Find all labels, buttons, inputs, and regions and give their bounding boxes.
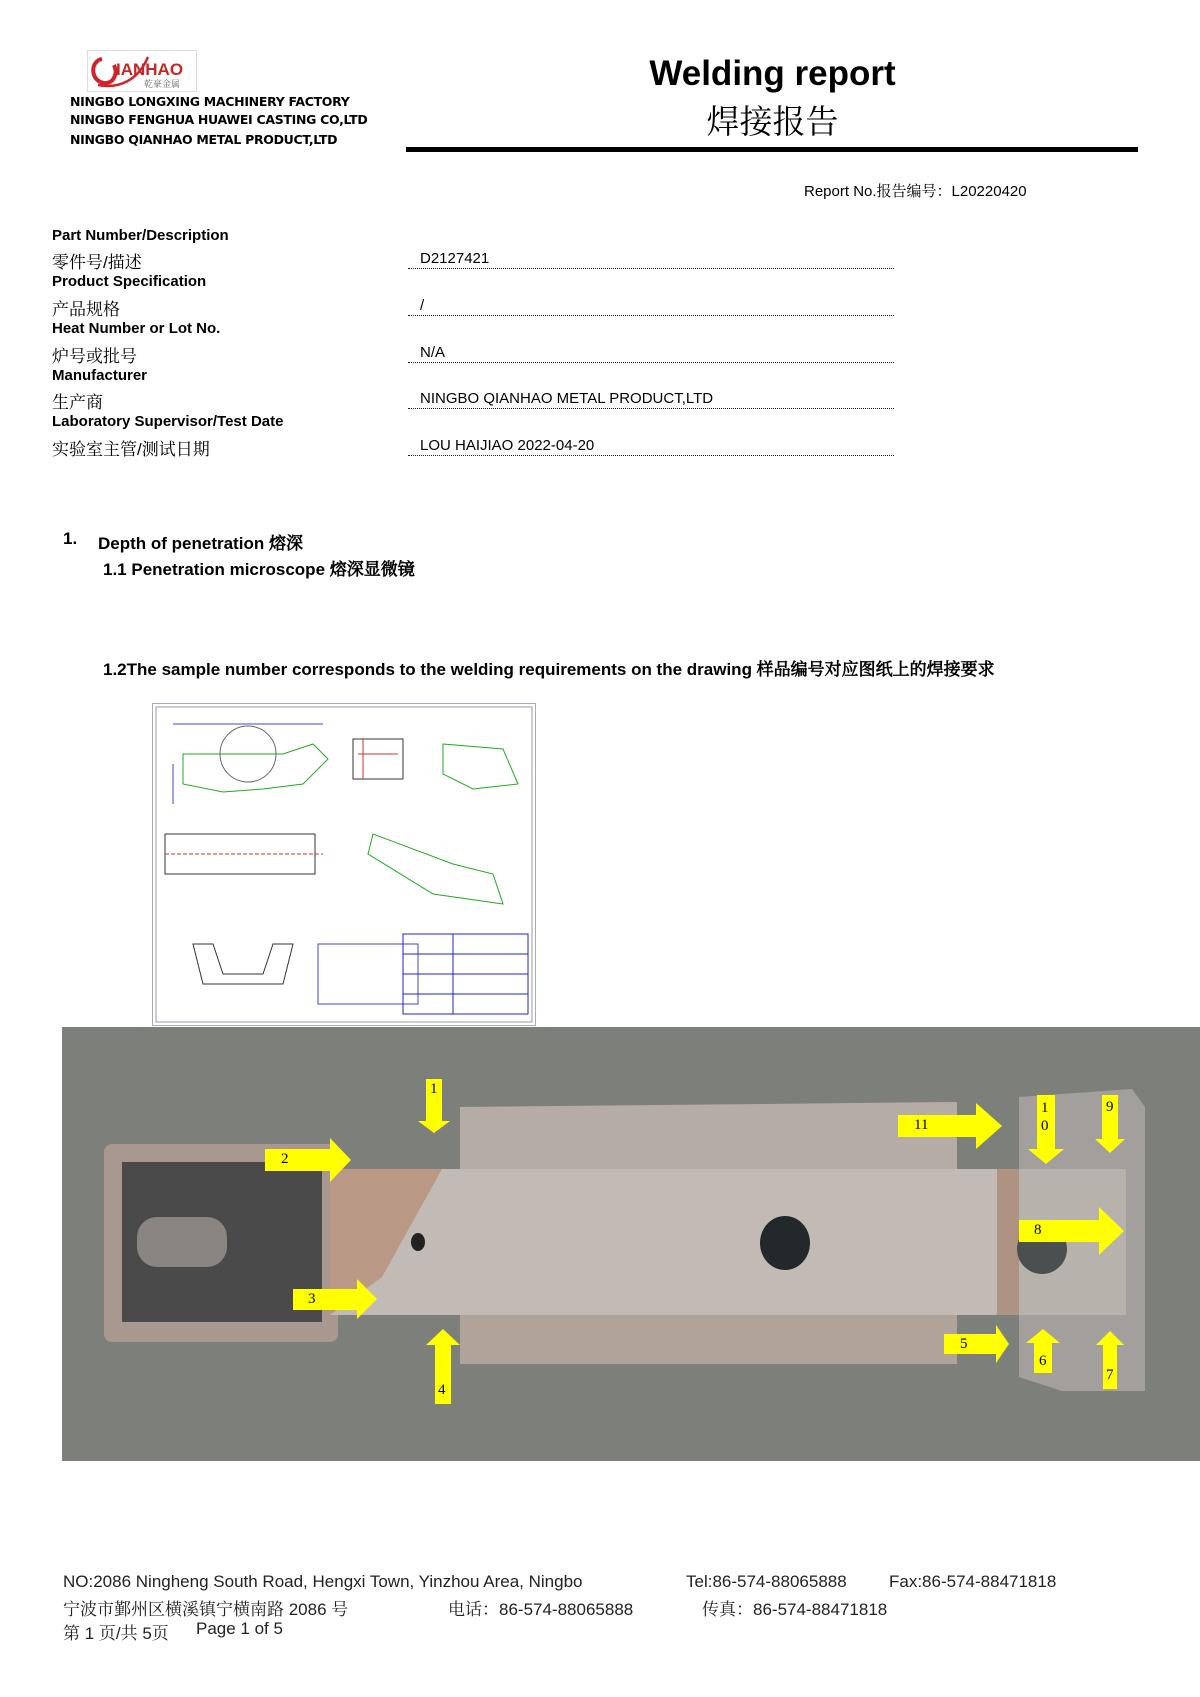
company-name: NINGBO LONGXING MACHINERY FACTORY bbox=[70, 94, 350, 109]
report-number: Report No.报告编号：L20220420 bbox=[804, 183, 1027, 200]
marker-label: 3 bbox=[308, 1291, 316, 1307]
field-label: Product Specification bbox=[52, 273, 207, 290]
section-number: 1. bbox=[63, 529, 78, 548]
technical-drawing bbox=[152, 703, 536, 1026]
footer-tel: Tel:86-574-88065888 bbox=[686, 1572, 847, 1591]
dotted-line bbox=[408, 362, 894, 363]
field-value-part-number: D2127421 bbox=[420, 250, 490, 267]
subsection-heading: 1.2The sample number corresponds to the welding requirements on the drawing 样品编号对应图纸上的焊接要求 bbox=[103, 660, 995, 679]
footer-fax: Fax:86-574-88471818 bbox=[889, 1572, 1057, 1591]
dotted-line bbox=[408, 268, 894, 269]
svg-text:乾豪金属: 乾豪金属 bbox=[144, 80, 181, 90]
company-name: NINGBO QIANHAO METAL PRODUCT,LTD bbox=[70, 132, 338, 147]
marker-label: 9 bbox=[1106, 1099, 1114, 1115]
footer-address: NO:2086 Ningheng South Road, Hengxi Town, Yinzhou Area, Ningbo bbox=[63, 1572, 583, 1591]
marker-label: 11 bbox=[914, 1117, 929, 1133]
subsection-heading: 1.1 Penetration microscope 熔深显微镜 bbox=[103, 560, 415, 579]
marker-label: 8 bbox=[1034, 1222, 1042, 1238]
marker-label: 5 bbox=[960, 1336, 968, 1352]
dotted-line bbox=[408, 455, 894, 456]
field-value-manufacturer: NINGBO QIANHAO METAL PRODUCT,LTD bbox=[420, 390, 714, 407]
footer-tel-cn: 电话：86-574-88065888 bbox=[448, 1600, 634, 1619]
field-value-supervisor-date: LOU HAIJIAO 2022-04-20 bbox=[420, 437, 595, 454]
field-label-cn: 实验室主管/测试日期 bbox=[52, 440, 210, 459]
report-title-cn: 焊接报告 bbox=[706, 102, 839, 141]
footer-fax-cn: 传真：86-574-88471818 bbox=[702, 1600, 888, 1619]
dotted-line bbox=[408, 408, 894, 409]
marker-label: 1 bbox=[430, 1081, 438, 1097]
field-label-cn: 零件号/描述 bbox=[52, 253, 142, 272]
marker-label: 10 bbox=[1041, 1100, 1049, 1134]
welded-part-photo bbox=[62, 1027, 1200, 1461]
marker-label: 7 bbox=[1106, 1367, 1114, 1383]
title-divider bbox=[406, 147, 1138, 152]
field-label-cn: 炉号或批号 bbox=[52, 347, 137, 366]
field-value-lot-number: N/A bbox=[420, 344, 446, 361]
field-label-cn: 生产商 bbox=[52, 393, 103, 412]
marker-label: 2 bbox=[281, 1151, 289, 1167]
dotted-line bbox=[408, 315, 894, 316]
page-number-cn: 第 1 页/共 5页 bbox=[63, 1624, 169, 1643]
field-label: Laboratory Supervisor/Test Date bbox=[52, 413, 284, 430]
footer-address-cn: 宁波市鄞州区横溪镇宁横南路 2086 号 bbox=[63, 1600, 349, 1619]
company-name: NINGBO FENGHUA HUAWEI CASTING CO,LTD bbox=[70, 112, 368, 127]
svg-text:IANHAO: IANHAO bbox=[116, 60, 184, 79]
field-label: Part Number/Description bbox=[52, 227, 229, 244]
field-label-cn: 产品规格 bbox=[52, 300, 120, 319]
report-title: Welding report bbox=[649, 54, 896, 93]
marker-label: 6 bbox=[1039, 1353, 1047, 1369]
section-heading: Depth of penetration 熔深 bbox=[98, 534, 303, 553]
field-label: Manufacturer bbox=[52, 367, 148, 384]
field-value-specification: / bbox=[420, 297, 425, 314]
company-logo bbox=[87, 50, 197, 92]
page-number: Page 1 of 5 bbox=[196, 1619, 283, 1638]
field-label: Heat Number or Lot No. bbox=[52, 320, 221, 337]
marker-label: 4 bbox=[438, 1382, 446, 1398]
